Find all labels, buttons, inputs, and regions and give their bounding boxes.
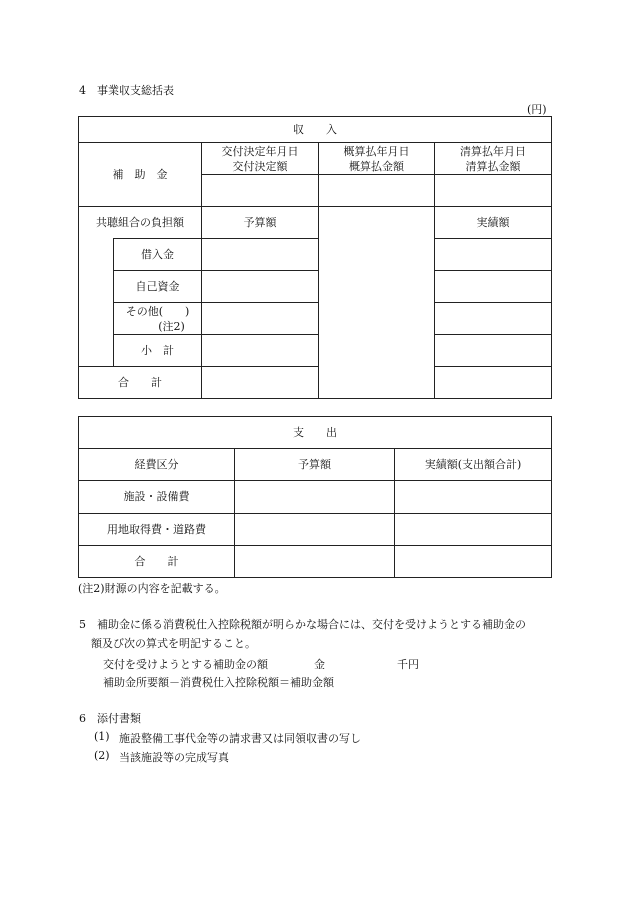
yochi-yosan [235,513,395,545]
attachment-2-text: 当該施設等の完成写真 [119,751,229,764]
shisetsu-yosan [235,481,395,513]
seisan-header-line2: 清算払金額 [465,159,521,173]
formula1-kin: 金 [314,658,325,671]
sonota-jisseki [435,303,552,335]
jiko-label: 自己資金 [114,271,202,303]
sonota-yosan [202,303,319,335]
formula1-unit: 千円 [397,658,419,671]
expense-gokei-label: 合 計 [79,545,235,577]
jiko-jisseki [435,271,552,303]
col-jisseki-header: 実績額(支出額合計) [395,449,552,481]
kumiai-label: 共聴組合の負担額 [79,207,202,239]
indent-cell [79,239,114,367]
gaisan-header-line1: 概算払年月日 [343,144,410,158]
shisetsu-label: 施設・設備費 [79,481,235,513]
seisan-header [435,143,552,175]
jiko-yosan [202,271,319,303]
expense-table [78,416,552,578]
sonota-label-line2: (注2) [158,319,185,333]
formula2: 補助金所要額－消費税仕入控除税額＝補助金額 [103,676,334,689]
col-yosan-header: 予算額 [235,449,395,481]
kariire-jisseki [435,239,552,271]
section5-line2: 額及び次の算式を明記すること。 [91,637,256,650]
income-gokei-jisseki [435,367,552,399]
kariire-label: 借入金 [114,239,202,271]
shisetsu-jisseki [395,481,552,513]
shokei-label: 小 計 [114,335,202,367]
section4-heading: 4 事業収支総括表 [79,84,174,97]
income-gokei-label: 合 計 [79,367,202,399]
formula1-label: 交付を受けようとする補助金の額 [103,658,268,671]
sonota-label [114,303,202,335]
section6-heading: 6 添付書類 [79,712,141,725]
col-kubun-header: 経費区分 [79,449,235,481]
yochi-jisseki [395,513,552,545]
yosan-header: 予算額 [202,207,319,239]
gaisan-header-line2: 概算払金額 [349,159,404,173]
kofu-amount-cell [202,175,319,207]
section5-line1: 5 補助金に係る消費税仕入控除税額が明らかな場合には、交付を受けようとする補助金の [79,618,526,631]
income-gokei-yosan [202,367,319,399]
kofu-header-line2: 交付決定額 [232,159,288,173]
gaisan-blank-cell [319,207,435,399]
kofu-header [202,143,319,175]
expense-title: 支 出 [79,417,552,449]
attachment-2-num: (2) [94,749,110,762]
seisan-header-line1: 清算払年月日 [460,144,526,158]
unit-label: (円) [527,103,547,116]
shokei-jisseki [435,335,552,367]
income-title: 収 入 [79,117,552,143]
income-table [78,116,552,399]
note-text: (注2)財源の内容を記載する。 [78,582,226,595]
kofu-header-line1: 交付決定年月日 [221,144,299,158]
seisan-amount-cell [435,175,552,207]
jisseki-header: 実績額 [435,207,552,239]
shokei-yosan [202,335,319,367]
yochi-label: 用地取得費・道路費 [79,513,235,545]
attachment-1-num: (1) [94,730,110,743]
expense-gokei-yosan [235,545,395,577]
hojokin-label: 補 助 金 [79,143,202,207]
gaisan-amount-cell [319,175,435,207]
attachment-1-text: 施設整備工事代金等の請求書又は同領収書の写し [119,732,361,745]
gaisan-header [319,143,435,175]
sonota-label-line1: その他( ) [125,304,190,318]
expense-gokei-jisseki [395,545,552,577]
kariire-yosan [202,239,319,271]
